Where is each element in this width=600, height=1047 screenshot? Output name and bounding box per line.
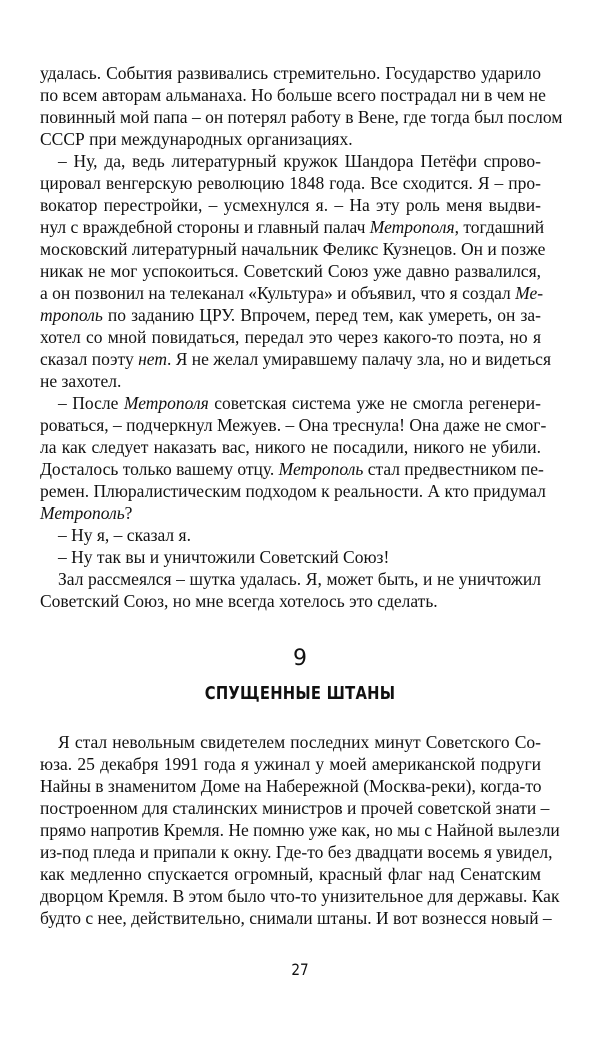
text-line [40,753,541,775]
text-line [40,458,544,480]
text-span: прямо напротив Кремля. Не помню уже как, но мы с Найной вылезли [40,820,560,840]
text-line [40,436,541,458]
text-line [40,216,545,238]
text-span: вокатор перестройки, – усмехнулся я. – На эту роль меня выдви- [40,195,541,215]
text-span: – Ну так вы и уничтожили Советский Союз! [58,547,390,567]
text-line [40,370,541,392]
text-span: повинный мой папа – он потерял работу в Вене, где тогда был послом [40,107,563,127]
text-span: ремен. Плюралистическим подходом к реальности. А кто придумал [40,481,546,501]
text-span: никак не мог успокоиться. Советский Союз уже давно развалился, [40,261,541,281]
text-line [40,841,553,863]
text-line [40,238,546,260]
text-span: Советский Союз, но мне всегда хотелось это сделать. [40,591,438,611]
text-line [40,128,541,150]
text-span: удалась. События развивались стремительно. Государство ударило [40,63,541,83]
text-line [58,568,541,590]
text-line [40,260,541,282]
italic-text: Ме- [515,283,544,303]
text-span: построенном для сталинских министров и прочей советской знати – [40,798,550,818]
page-number: 27 [291,960,309,979]
chapter-number: 9 [293,646,307,671]
text-span: ? [124,503,133,523]
text-span: стал предвестником пе- [363,459,544,479]
text-span: по всем авторам альманаха. Но больше всего пострадал ни в чем не [40,85,546,105]
text-line [40,414,547,436]
text-span: юза. 25 декабря 1991 года я ужинал у моей американской подруги [40,754,541,774]
text-span: сказал поэту [40,349,139,369]
text-line [40,819,560,841]
text-span: не захотел. [40,371,122,391]
text-span: – После [58,393,124,413]
text-line [40,480,546,502]
text-line [40,885,560,907]
chapter-title: СПУЩЕННЫЕ ШТАНЫ [204,683,396,704]
text-line [40,326,541,348]
text-span: дворцом Кремля. В этом было что-то унизительное для державы. Как [40,886,560,906]
text-span: цировал венгерскую революцию 1848 года. Все сходится. Я – про- [40,173,541,193]
text-span: из-под пледа и припали к окну. Где-то без двадцати восемь я увидел, [40,842,553,862]
text-line [58,150,541,172]
italic-text: Метрополя [369,217,455,237]
text-line [40,502,541,524]
text-line [40,590,541,612]
text-span: . Я не желал умиравшему палачу зла, но и видеться [166,349,551,369]
text-line [58,392,541,414]
text-span: как медленно спускается огромный, красный флаг над Сенатским [40,864,541,884]
text-line [40,863,541,885]
text-span: Досталось только вашему отцу. [40,459,279,479]
italic-text: нет [138,349,167,369]
text-span: ла как следует наказать вас, никого не посадили, никого не убили. [40,437,541,457]
text-span: , тогдашний [454,217,545,237]
text-line [40,62,541,84]
text-line [40,797,550,819]
italic-text: Метрополя [123,393,209,413]
text-line [40,348,551,370]
text-span: – Ну, да, ведь литературный кружок Шандора Петёфи спрово- [58,151,541,171]
text-line [58,546,541,568]
italic-text: трополь [40,305,103,325]
text-line [40,304,541,326]
text-span: – Ну я, – сказал я. [58,525,191,545]
text-line [40,775,541,797]
text-span: Зал рассмеялся – шутка удалась. Я, может быть, и не уничтожил [58,569,541,589]
italic-text: Метрополь [40,503,125,523]
text-span: московский литературный начальник Феликс Кузнецов. Он и позже [40,239,546,259]
text-line [58,524,541,546]
text-span: советская система уже не смогла регенери- [208,393,541,413]
text-line [40,106,563,128]
text-span: по заданию ЦРУ. Впрочем, перед тем, как умереть, он за- [102,305,541,325]
text-span: хотел со мной повидаться, передал это через какого-то поэта, но я [40,327,541,347]
text-line [40,282,544,304]
text-span: роваться, – подчеркнул Межуев. – Она треснула! Она даже не смог- [40,415,547,435]
text-span: нул с враждебной стороны и главный палач [40,217,370,237]
text-span: СССР при международных организациях. [40,129,353,149]
text-line [40,172,541,194]
italic-text: Метрополь [278,459,364,479]
text-line [58,731,541,753]
text-span: а он позвонил на телеканал «Культура» и объявил, что я создал [40,283,516,303]
text-line [40,194,541,216]
text-span: Найны в знаменитом Доме на Набережной (Москва-реки), когда-то [40,776,542,796]
text-span: Я стал невольным свидетелем последних минут Советского Со- [58,732,541,752]
text-span: будто с нее, действительно, снимали штаны. И вот вознесся новый – [40,908,552,928]
text-line [40,84,546,106]
text-line [40,907,552,929]
